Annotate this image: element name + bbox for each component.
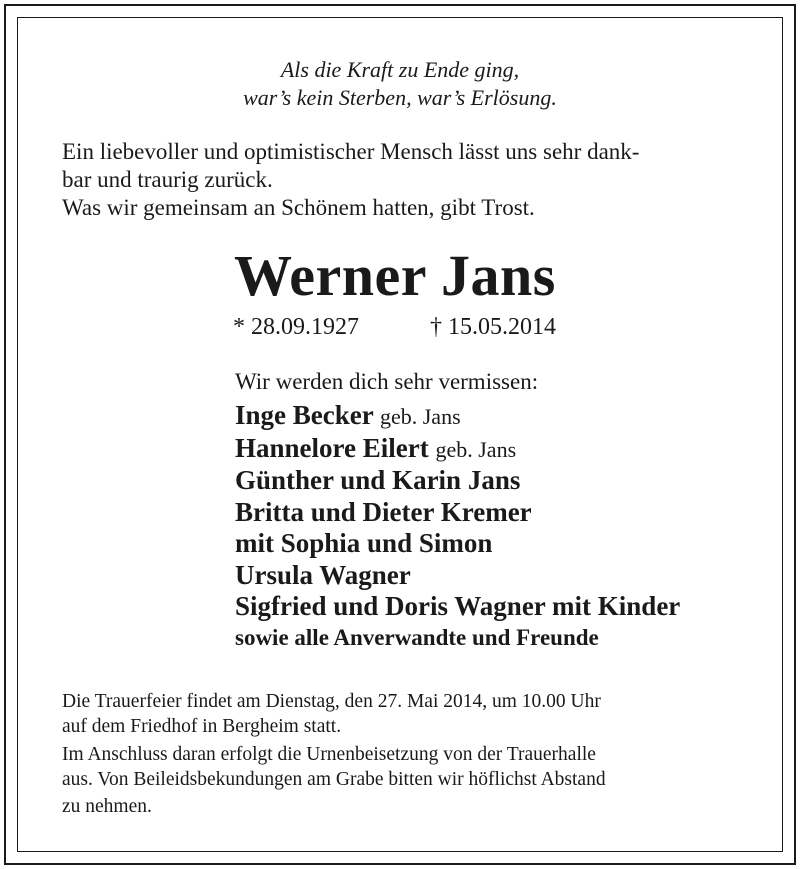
mourners-intro: Wir werden dich sehr vermissen: <box>235 369 539 394</box>
mourner-suffix: geb. Jans <box>435 436 517 462</box>
mourner-entry <box>235 433 680 466</box>
service-line-1: Die Trauerfeier findet am Dienstag, den 27. Mai 2014, um 10.00 Uhr <box>62 691 601 712</box>
intro-line-2: bar und traurig zurück. <box>62 167 273 192</box>
service-line-3: Im Anschluss daran erfolgt die Urnenbeisetzung von der Trauerhalle <box>62 744 596 765</box>
intro-line-1: Ein liebevoller und optimistischer Mensch lässt uns sehr dank- <box>62 139 640 164</box>
mourner-name: mit Sophia und Simon <box>235 528 493 558</box>
mourner-entry <box>235 560 680 592</box>
motto-line-2: war’s kein Sterben, war’s Erlösung. <box>243 85 557 110</box>
mourner-entry <box>235 497 680 529</box>
mourner-name: Günther und Karin Jans <box>235 465 521 495</box>
mourner-name: Sigfried und Doris Wagner mit Kinder <box>235 591 681 621</box>
mourner-name: sowie alle Anverwandte und Freunde <box>235 624 599 650</box>
deceased-name: Werner Jans <box>234 243 556 308</box>
mourner-entry <box>235 465 680 497</box>
mourner-name: Hannelore Eilert <box>235 432 429 463</box>
mourner-name: Inge Becker <box>235 400 374 430</box>
death-date: † 15.05.2014 <box>430 314 556 340</box>
service-line-4: aus. Von Beileidsbekundungen am Grabe bitten wir höflichst Abstand <box>62 769 606 790</box>
mourner-name: Ursula Wagner <box>235 559 411 590</box>
mourners-list <box>235 400 680 653</box>
mourner-entry <box>235 528 680 560</box>
motto-line-1: Als die Kraft zu Ende ging, <box>280 57 520 82</box>
service-line-5: zu nehmen. <box>62 796 152 817</box>
mourner-entry <box>235 623 680 653</box>
mourner-name: Britta und Dieter Kremer <box>235 496 532 527</box>
service-line-2: auf dem Friedhof in Bergheim statt. <box>62 716 342 737</box>
mourner-suffix: geb. Jans <box>379 404 461 429</box>
mourner-entry <box>235 591 680 623</box>
birth-date: * 28.09.1927 <box>233 314 359 340</box>
mourner-entry <box>235 400 680 433</box>
intro-line-3: Was wir gemeinsam an Schönem hatten, gibt Trost. <box>62 195 535 220</box>
